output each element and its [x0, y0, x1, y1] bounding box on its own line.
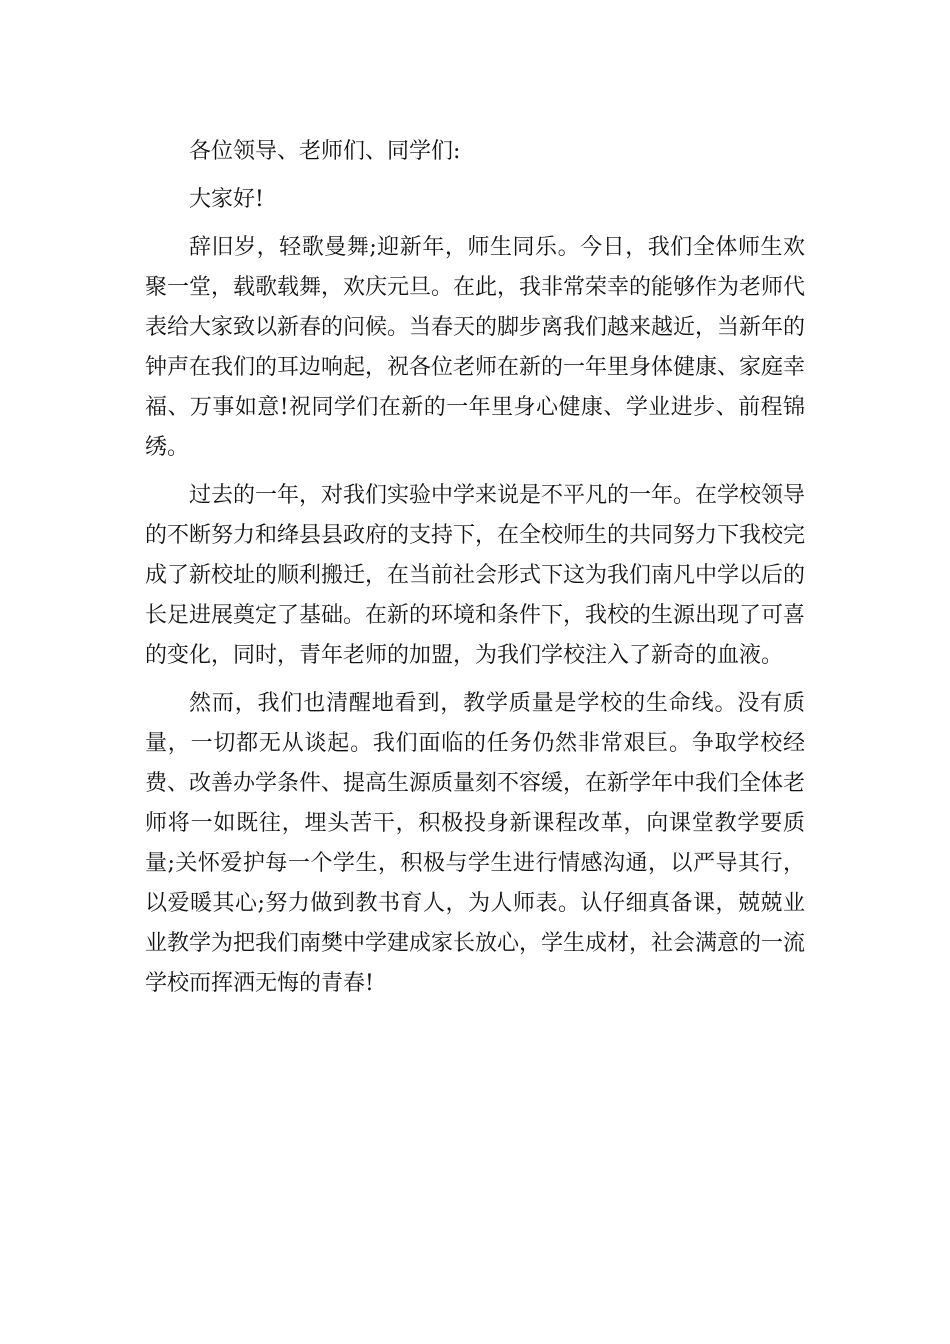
greeting: 大家好! [189, 187, 264, 212]
document-body [145, 132, 805, 1012]
paragraph-teaching-quality: 然而，我们也清醒地看到，教学质量是学校的生命线。没有质量，一切都无从谈起。我们面临的任务仍然非常艰巨。争取学校经费、改善办学条件、提高生源质量刻不容缓，在新学年中我们全体老师将一如既往，埋头苦干，积极投身新课程改革，向课堂教学要质量;关怀爱护每一个学生，积极与学生进行情感沟通，以严导其行，以爱暖其心;努力做到教书育人，为人师表。认仔细真备课，兢兢业业教学为把我们南樊中学建成家长放心，学生成材，社会满意的一流学校而挥洒无悔的青春! [145, 691, 806, 996]
paragraph-new-year-wishes: 辞旧岁，轻歌曼舞;迎新年，师生同乐。今日，我们全体师生欢聚一堂，载歌载舞，欢庆元旦。在此，我非常荣幸的能够作为老师代表给大家致以新春的问候。当春天的脚步离我们越来越近，当新年的钟声在我们的耳边响起，祝各位老师在新的一年里身体健康、家庭幸福、万事如意!祝同学们在新的一年里身心健康、学业进步、前程锦绣。 [145, 235, 806, 460]
paragraph-past-year: 过去的一年，对我们实验中学来说是不平凡的一年。在学校领导的不断努力和绛县县政府的支持下，在全校师生的共同努力下我校完成了新校址的顺利搬迁，在当前社会形式下这为我们南凡中学以后的长足进展奠定了基础。在新的环境和条件下，我校的生源出现了可喜的变化，同时，青年老师的加盟，为我们学校注入了新奇的血液。 [145, 483, 806, 668]
salutation: 各位领导、老师们、同学们: [189, 139, 461, 164]
